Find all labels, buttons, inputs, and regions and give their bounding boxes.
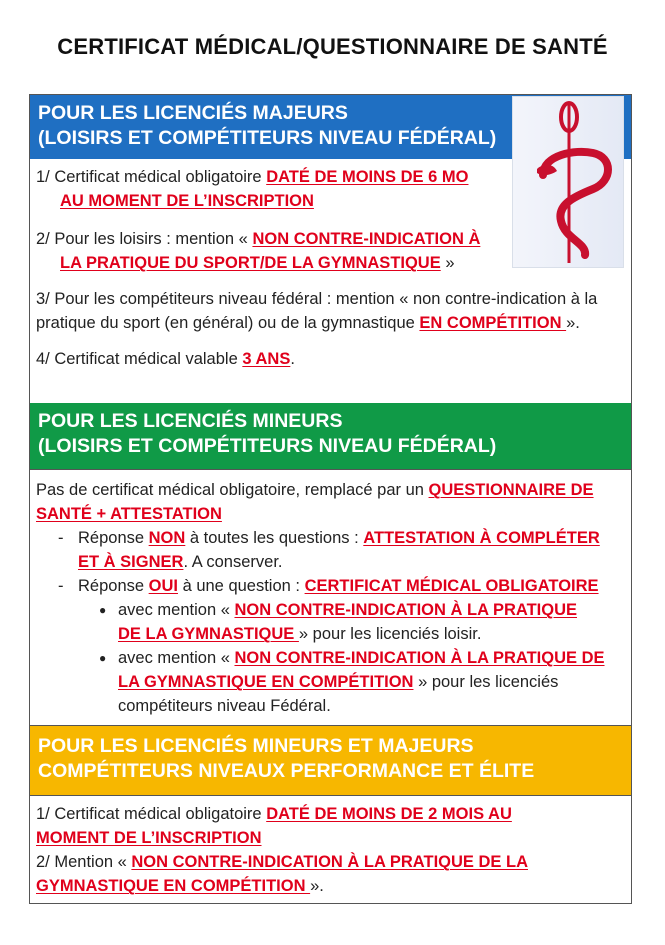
caduceus-icon bbox=[513, 97, 623, 267]
section-elite bbox=[30, 725, 631, 903]
sub-list-item bbox=[36, 646, 625, 718]
paragraph-1 bbox=[36, 165, 504, 213]
dash-marker: - bbox=[58, 577, 64, 595]
section-mineurs-body bbox=[30, 469, 631, 718]
header-line-1: POUR LES LICENCIÉS MAJEURS bbox=[38, 102, 348, 124]
list-text: Réponse bbox=[78, 529, 149, 547]
paragraph-1 bbox=[36, 802, 581, 850]
list-text: » pour les licenciés compétiteurs niveau Fédéral. bbox=[118, 673, 559, 715]
section-elite-header bbox=[30, 725, 631, 795]
highlight-text: EN COMPÉTITION bbox=[419, 314, 567, 332]
list-text: . A conserver. bbox=[183, 553, 283, 571]
highlight-text: NON CONTRE-INDICATION À LA PRATIQUE DE LA GYMNASTIQUE EN COMPÉTITION bbox=[36, 853, 528, 895]
paragraph-4 bbox=[36, 347, 625, 371]
list-text: avec mention « bbox=[118, 649, 235, 667]
highlight-text: DATÉ DE MOINS DE 2 MOIS AU MOMENT DE L’INSCRIPTION bbox=[36, 805, 512, 847]
paragraph-text: 1/ Certificat médical obligatoire bbox=[36, 805, 267, 823]
list-text: à une question : bbox=[177, 577, 305, 595]
intro-paragraph bbox=[36, 478, 625, 526]
dash-marker: - bbox=[58, 529, 64, 547]
paragraph-2 bbox=[36, 227, 506, 275]
highlight-text: ATTESTATION À COMPLÉTER ET À SIGNER bbox=[78, 529, 600, 571]
paragraph-text: 4/ Certificat médical valable bbox=[36, 350, 243, 368]
highlight-text: NON bbox=[148, 529, 186, 547]
paragraph-text: 2/ Mention « bbox=[36, 853, 132, 871]
list-item bbox=[36, 526, 625, 574]
header-line-2: (LOISIRS ET COMPÉTITEURS NIVEAU FÉDÉRAL) bbox=[38, 435, 497, 457]
bullet-marker: ● bbox=[99, 603, 107, 617]
bullet-marker: ● bbox=[99, 651, 107, 665]
paragraph-text: 3/ Pour les compétiteurs niveau fédéral : mention « non contre-indication à la pratique du sport (en général) ou de la gymnastique bbox=[36, 290, 598, 332]
highlight-text: 3 ANS bbox=[242, 350, 291, 368]
paragraph-text: Pas de certificat médical obligatoire, remplacé par un bbox=[36, 481, 429, 499]
list-text: avec mention « bbox=[118, 601, 235, 619]
divider bbox=[30, 469, 631, 470]
divider bbox=[30, 795, 631, 796]
paragraph-text: » bbox=[440, 254, 455, 272]
paragraph-text: . bbox=[290, 350, 295, 368]
section-elite-body bbox=[30, 795, 631, 898]
list-text: Réponse bbox=[78, 577, 149, 595]
divider bbox=[30, 725, 631, 726]
section-mineurs-header bbox=[30, 403, 631, 469]
page-title: CERTIFICAT MÉDICAL/QUESTIONNAIRE DE SANTÉ bbox=[57, 34, 608, 59]
paragraph-3 bbox=[36, 287, 625, 335]
caduceus-graphic bbox=[513, 97, 623, 267]
highlight-text: AU MOMENT DE L’INSCRIPTION bbox=[60, 192, 314, 210]
header-line-1: POUR LES LICENCIÉS MINEURS bbox=[38, 410, 343, 432]
header-line-2: COMPÉTITEURS NIVEAUX PERFORMANCE ET ÉLITE bbox=[38, 760, 535, 782]
highlight-text: NON CONTRE-INDICATION À LA PRATIQUE DE LA GYMNASTIQUE EN COMPÉTITION bbox=[118, 649, 605, 691]
header-line-2: (LOISIRS ET COMPÉTITEURS NIVEAU FÉDÉRAL) bbox=[38, 127, 497, 149]
header-line-1: POUR LES LICENCIÉS MINEURS ET MAJEURS bbox=[38, 735, 474, 757]
paragraph-text: 1/ Certificat médical obligatoire bbox=[36, 168, 267, 186]
list-text: à toutes les questions : bbox=[185, 529, 364, 547]
sub-list-item bbox=[36, 598, 588, 646]
highlight-text: CERTIFICAT MÉDICAL OBLIGATOIRE bbox=[304, 577, 599, 595]
highlight-text: DATÉ DE MOINS DE 6 MO bbox=[266, 168, 469, 186]
section-mineurs bbox=[30, 403, 631, 725]
highlight-text: LA PRATIQUE DU SPORT/DE LA GYMNASTIQUE bbox=[60, 254, 441, 272]
paragraph-2 bbox=[36, 850, 581, 898]
list-item bbox=[36, 574, 625, 598]
list-text: » pour les licenciés loisir. bbox=[298, 625, 482, 643]
paragraph-text: ». bbox=[310, 877, 324, 895]
highlight-text: OUI bbox=[148, 577, 178, 595]
highlight-text: NON CONTRE-INDICATION À bbox=[252, 230, 481, 248]
highlight-text: NON CONTRE-INDICATION À LA PRATIQUE DE LA GYMNASTIQUE bbox=[118, 601, 577, 643]
paragraph-text: ». bbox=[566, 314, 580, 332]
highlight-text: QUESTIONNAIRE DE SANTÉ + ATTESTATION bbox=[36, 481, 594, 523]
paragraph-text: 2/ Pour les loisirs : mention « bbox=[36, 230, 253, 248]
